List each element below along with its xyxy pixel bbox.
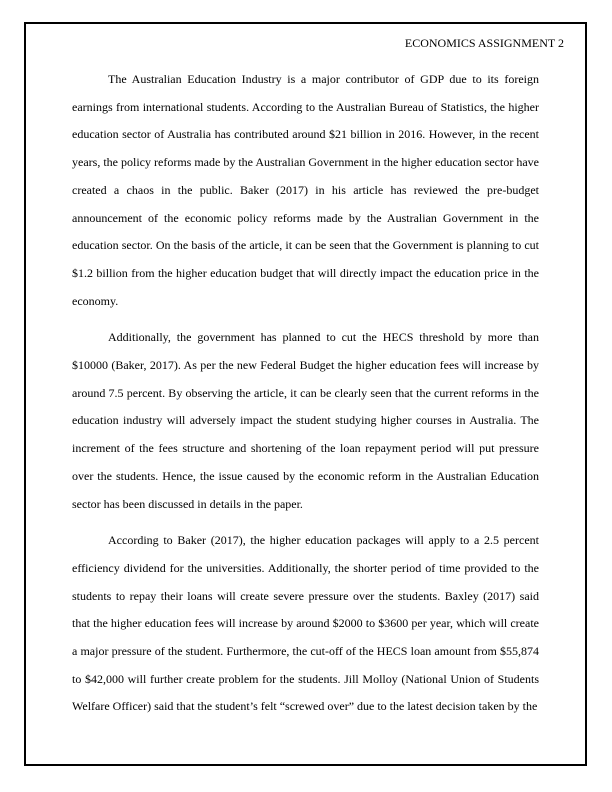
paragraph-2: Additionally, the government has planned to cut the HECS threshold by more than $10000 (Baker, 2017). As per the new Federal Budget the higher education fees will increase by around 7.5 percent. By observing the article, it can be clearly seen that the current reforms in the education industry will adversely impact the student studying higher courses in Australia. The increment of the fees structure and shortening of the loan repayment period will put pressure over the students. Hence, the issue caused by the economic reform in the Australian Education sector has been discussed in details in the paper. [72,330,539,511]
paragraph-3: According to Baker (2017), the higher education packages will apply to a 2.5 percent efficiency dividend for the universities. Additionally, the shorter period of time provided to the students to repay their loans will create severe pressure over the students. Baxley (2017) said that the higher education fees will increase by around $2000 to $3600 per year, which will create a major pressure of the student. Furthermore, the cut-off of the HECS loan amount from $55,874 to $42,000 will further create problem for the students. Jill Molloy (National Union of Students Welfare Officer) said that the student’s felt “screwed over” due to the latest decision taken by the [72,533,539,714]
paragraph-1: The Australian Education Industry is a major contributor of GDP due to its foreign earnings from international students. According to the Australian Bureau of Statistics, the higher education sector of Australia has contributed around $21 billion in 2016. However, in the recent years, the policy reforms made by the Australian Government in the higher education sector have created a chaos in the public. Baker (2017) in his article has reviewed the pre-budget announcement of the economic policy reforms made by the Australian Government in the education sector. On the basis of the article, it can be seen that the Government is planning to cut $1.2 billion from the higher education budget that will directly impact the education price in the economy. [72,72,539,308]
running-header: ECONOMICS ASSIGNMENT 2 [404,36,564,50]
document-body [72,66,539,730]
